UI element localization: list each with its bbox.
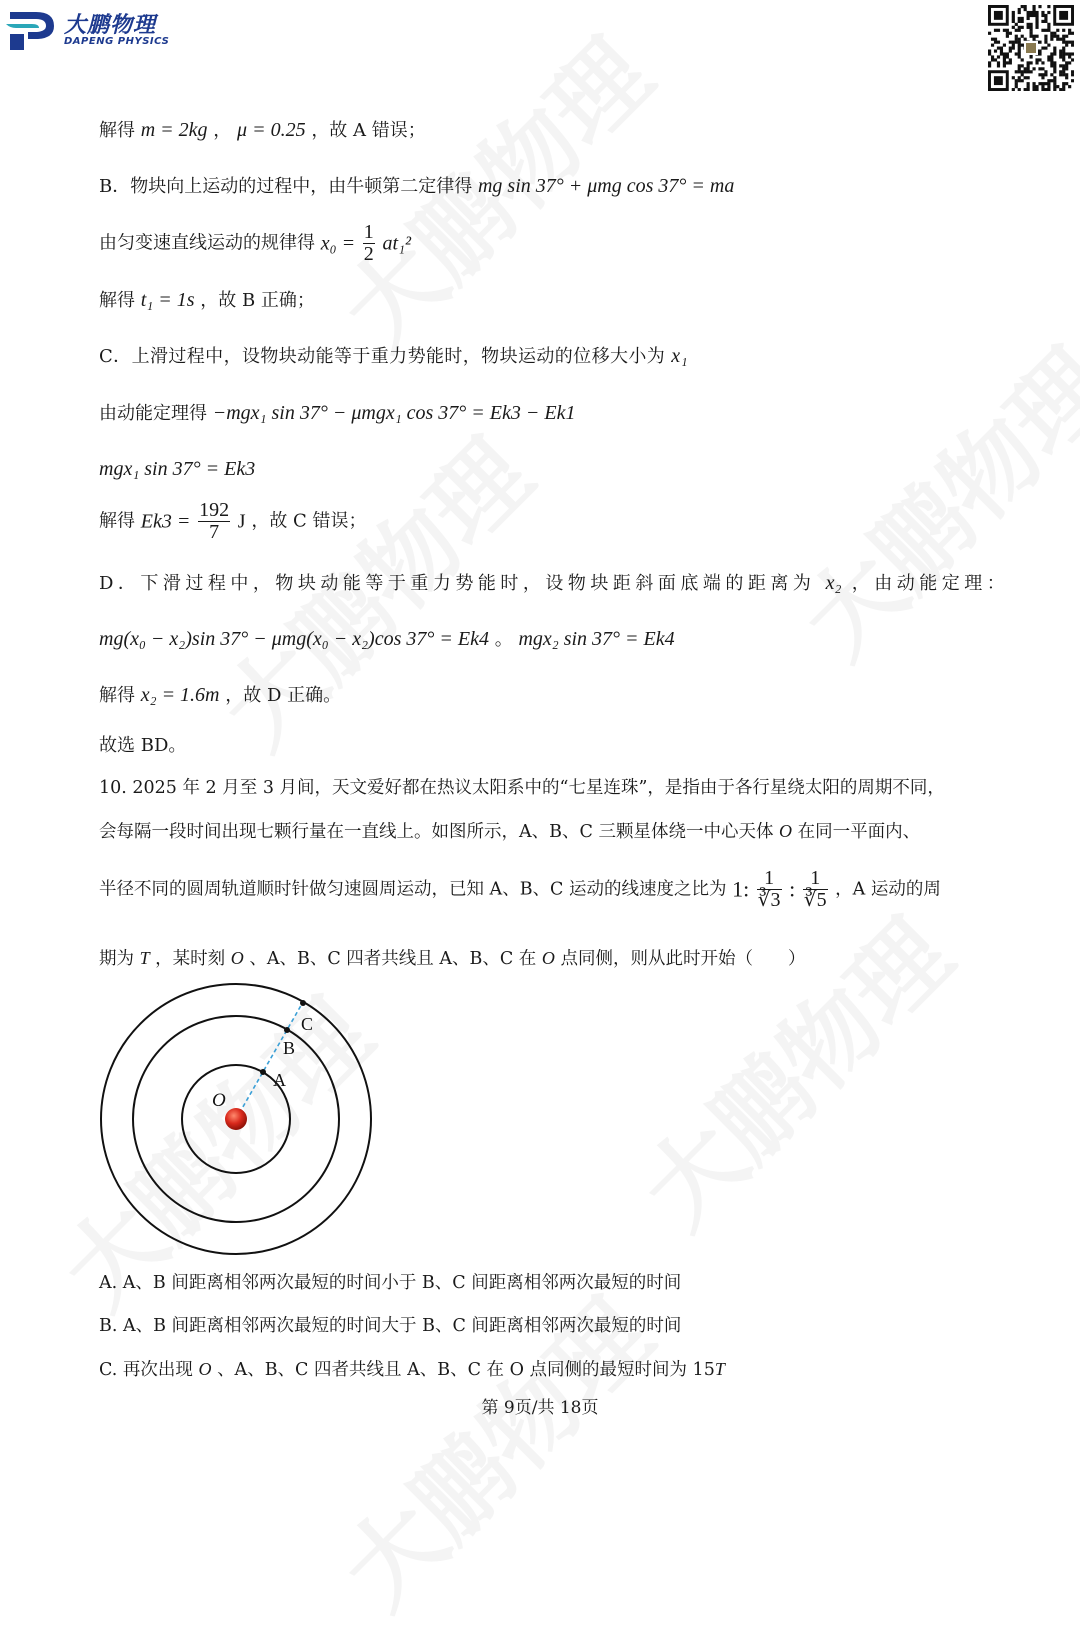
solution-line-4: 解得 t₁ = 1s ，故 B 正确； (99, 289, 315, 311)
question-line-3: 半径不同的圆周轨道顺时针做匀速圆周运动，已知 A、B、C 运动的线速度之比为 1: $\frac{1}{∛3}$ : $\frac{1}{∛5}$ ，A 运动的周 (99, 867, 941, 911)
math-m-mu: m = 2kg (140, 119, 208, 141)
watermark (768, 314, 1080, 682)
solution-line-3: 由匀变速直线运动的规律得 x₀ = $\frac{1}{2}$ at₁² (99, 221, 412, 265)
page-number: 第 9页/共 18页 (481, 1398, 599, 1418)
option-a: A. A、B 间距离相邻两次最短的时间小于 B、C 间距离相邻两次最短的时间 (99, 1273, 682, 1293)
solution-line-2: B．物块向上运动的过程中，由牛顿第二定律得 mg sin 37° + μmg cos 37° = ma (99, 175, 735, 197)
fraction-half: $\frac{1}{2}$ (363, 221, 374, 265)
question-line-1: 10. 2025 年 2 月至 3 月间，天文爱好都在热议太阳系中的“七星连珠”，是指由于各行星绕太阳的周期不同， (99, 778, 945, 798)
planet-c (300, 1000, 306, 1006)
dapeng-logo-icon (6, 6, 60, 52)
logo-subtitle: DAPENG PHYSICS (64, 36, 170, 47)
solution-line-10: mg(x₀ − x₂)sin 37° − μmg(x₀ − x₂)cos 37° = Ek4 。 mgx₂ sin 37° = Ek4 (99, 628, 675, 650)
solution-line-5: C．上滑过程中，设物块动能等于重力势能时，物块运动的位移大小为 x₁ (99, 345, 688, 367)
solution-line-1: 解得 m = 2kg ， μ = 0.25 ，故 A 错误； (99, 119, 426, 141)
qr-code-icon (988, 5, 1074, 91)
label-c: C (301, 1014, 314, 1034)
label-o: O (212, 1090, 226, 1111)
solution-line-12: 故选 BD。 (99, 735, 187, 756)
planet-b (284, 1027, 290, 1033)
central-body-o (225, 1108, 247, 1130)
math-energy-theorem: −mgx₁ sin 37° − μmgx₁ cos 37° = Ek3 − Ek1 (212, 402, 576, 424)
logo-title: 大鹏物理 (64, 13, 157, 38)
watermark (608, 884, 976, 1252)
question-line-2: 会每隔一段时间出现七颗行量在一直线上。如图所示，A、B、C 三颗星体绕一中心天体 O 在同一平面内、 (99, 821, 921, 842)
solution-line-8: 解得 Ek3 = $\frac{192}{7}$ J ，故 C 错误； (99, 499, 367, 543)
orbit-diagram (95, 983, 385, 1263)
solution-line-6: 由动能定理得 −mgx₁ sin 37° − μmgx₁ cos 37° = Ek3 − Ek1 (99, 402, 576, 424)
label-a: A (273, 1070, 286, 1090)
logo (6, 6, 186, 52)
solution-line-11: 解得 x₂ = 1.6m ，故 D 正确。 (99, 684, 342, 706)
solution-line-7: mgx₁ sin 37° = Ek3 (99, 458, 256, 480)
solution-line-9: D．下滑过程中，物块动能等于重力势能时，设物块距斜面底端的距离为 x₂ ，由动能定理： (99, 572, 1010, 594)
fraction-192-7: $\frac{192}{7}$ (199, 499, 230, 543)
option-b: B. A、B 间距离相邻两次最短的时间大于 B、C 间距离相邻两次最短的时间 (99, 1316, 682, 1336)
qr-code (988, 5, 1074, 91)
fraction-ratio-b: $\frac{1}{∛3}$ (757, 867, 781, 911)
fraction-ratio-c: $\frac{1}{∛5}$ (803, 867, 827, 911)
question-line-4: 期为 T ，某时刻 O 、A、B、C 四者共线且 A、B、C 在 O 点同侧，则从此时开始（ ） (99, 948, 806, 969)
planet-a (260, 1069, 266, 1075)
alignment-dashed-line (236, 1002, 303, 1119)
option-c: C. 再次出现 O 、A、B、C 四者共线且 A、B、C 在 O 点同侧的最短时间为 15T (99, 1359, 725, 1380)
math-newton-eq: mg sin 37° + μmg cos 37° = ma (477, 175, 735, 197)
label-b: B (283, 1038, 296, 1058)
